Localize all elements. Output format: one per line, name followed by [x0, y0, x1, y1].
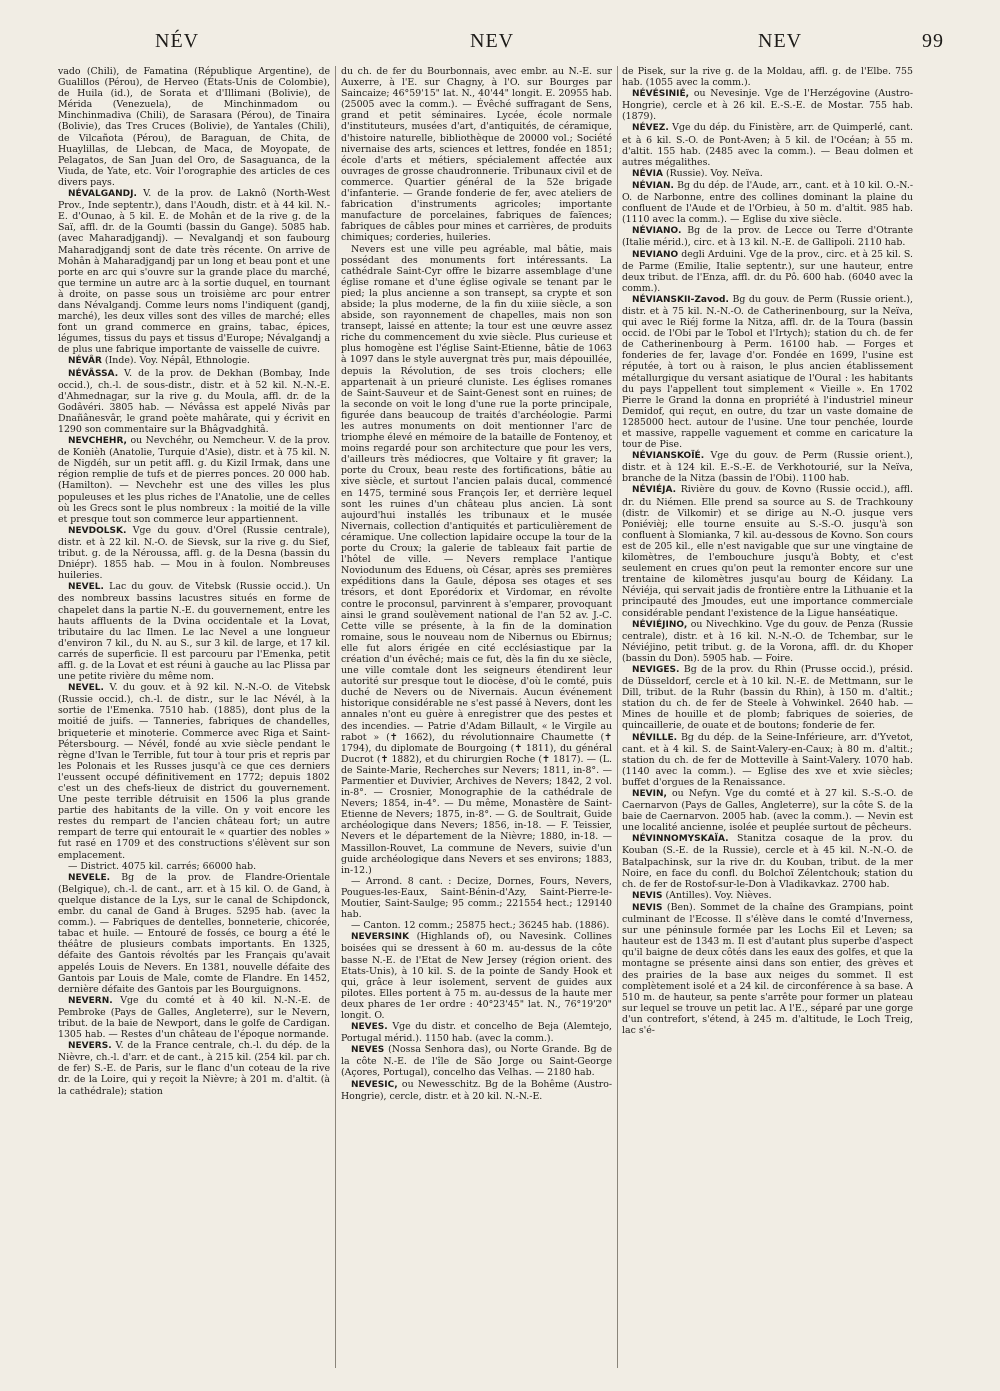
dictionary-entry: [622, 732, 913, 788]
entry-headword: NÉVIANSKOÏÉ.: [632, 451, 705, 462]
entry-text: du ch. de fer du Bourbonnais, avec embr. au N.-E. sur Auxerre, à l'E. sur Chagny, à l'O. sur Bourges par Saincaize; 46°59'15" lat. N., 40'44" longit. E. 20955 hab. (25005 avec la comm.). — Évêché suffragant de Sens, grand et petit séminaires. Lycée, école normale d'instituteurs, musées d'art, d'antiquités, de céramique, d'histoire naturelle, bibliothèque de 20000 vol.; Société nivernaise des arts, sciences et lettres, fondée en 1851; école d'arts et métiers, spécialement affectée aux ouvrages de grosse chaudronnerie. Tribunaux civil et de commerce. Quartier général de la 52e brigade d'infanterie. — Grande fonderie de fer, avec ateliers de fabrication d'instruments agricoles; importante manufacture de porcelaines, fabriques de faïences; fabriques de câbles pour mines et carrières, de produits chimiques; corderies, huileries.: [341, 66, 612, 244]
entry-headword: NEVIS: [632, 890, 663, 901]
entry-headword: NEVEL.: [68, 683, 104, 694]
dictionary-entry: [58, 188, 330, 355]
entry-headword: NEVIS: [632, 902, 663, 913]
running-head-middle: NEV: [470, 30, 515, 52]
dictionary-entry: [58, 368, 330, 436]
entry-text: — District. 4075 kil. carrés; 66000 hab.: [68, 860, 257, 872]
entry-text: Bg de la prov. du Rhin (Prusse occid.), présid. de Düsseldorf, cercle et à 10 kil. N.-E. de Mettmann, sur le Dill, tribut. de la Ruhr (bassin du Rhin), à 150 m. d'altit.; station du ch. de fer de Steele à Vohwinkel. 2640 hab. — Mines de houille et de plomb; fabriques de soieries, de quincaillerie, de ouate et de boutons; fonderie de fer.: [622, 663, 913, 732]
entry-text: (Antilles). Voy. Nièves.: [665, 889, 772, 901]
entry-headword: NEVDOLSK.: [68, 525, 127, 536]
dictionary-entry: [58, 1040, 330, 1096]
dictionary-entry: [622, 890, 913, 902]
entry-text: ou Nivechkino. Vge du gouv. de Penza (Russie centrale), distr. et à 16 kil. N.-N.-O. de Tchembar, sur le Néviéjino, petit tribut. g. de la Vorona, affl. dr. du Khoper (bassin du Don). 5905 hab. — Foire.: [622, 618, 913, 664]
entry-text: degli Arduini. Vge de la prov., circ. et à 25 kil. S. de Parme (Emilie, Italie septentr.), sur une hauteur, entre deux tribut. de l'Enza, affl. dr. du Pô. 600 hab. (6040 avec la comm.).: [622, 248, 913, 294]
entry-text: ou Nevchéhr, ou Nemcheur. V. de la prov. de Konièh (Anatolie, Turquie d'Asie), distr. et à 75 kil. N. de Nigdéh, sur un petit affl. g. du Kizil Irmak, dans une région remplie de tufs et de pierres ponces. 20 000 hab. (Hamilton). — Nevchehr est une des villes les plus populeuses et les plus riches de l'Anatolie, une de celles où les Grecs sont le plus nombreux : la moitié de la ville et presque tout son commerce leur appartiennent.: [58, 435, 330, 525]
entry-headword: NÉVIAN.: [632, 180, 674, 191]
dictionary-entry: [622, 249, 913, 294]
dictionary-entry: [341, 1021, 612, 1044]
page-header: [0, 30, 1000, 60]
dictionary-entry: [622, 168, 913, 180]
page-number: 99: [922, 30, 944, 52]
entry-paragraph: [341, 876, 612, 920]
entry-headword: NÉVILLE.: [632, 732, 678, 743]
dictionary-entry: [622, 902, 913, 1036]
entry-headword: NÉVIÉJA.: [632, 485, 677, 496]
text-column-left: [58, 66, 330, 1376]
dictionary-entry: [622, 122, 913, 167]
entry-paragraph: [58, 66, 330, 188]
dictionary-entry: [58, 525, 330, 581]
dictionary-entry: [622, 484, 913, 618]
entry-text: Vge du gouv. de Perm (Russie orient.), distr. et à 124 kil. E.-S.-E. de Verkhotourié, sur la Neïva, branche de la Nitza (bassin de l'Obi). 1100 hab.: [622, 450, 913, 485]
dictionary-entry: [622, 664, 913, 732]
entry-paragraph: [58, 861, 330, 872]
entry-text: de Pisek, sur la rive g. de la Moldau, affl. g. de l'Elbe. 755 hab. (1055 avec la comm.).: [622, 66, 913, 89]
entry-headword: NÉVIA: [632, 168, 663, 179]
entry-text: (Ben). Sommet de la chaîne des Grampians, point culminant de l'Ecosse. Il s'élève dans le comté d'Inverness, sur une péninsule formée par les Lochs Eil et Leven; sa hauteur est de 1343 m. Il est d'autant plus superbe d'aspect qu'il baigne de deux côtés dans les eaux des golfes, et que la montagne se présente ainsi dans son entier, des grèves et des prairies de la base aux neiges du sommet. Il est complètement isolé et a 24 kil. de circonférence à sa base. A 510 m. de hauteur, sa pente s'arrête pour former un plateau sur lequel se trouve un petit lac. A l'E., séparé par une gorge d'un contrefort, s'étend, à 245 m. d'altitude, le Loch Treig, lac s'é-: [622, 901, 913, 1036]
dictionary-entry: [622, 294, 913, 450]
entry-headword: NEVERN.: [68, 995, 113, 1006]
dictionary-entry: [622, 619, 913, 664]
entry-headword: NEVIN,: [632, 789, 667, 799]
dictionary-entry: [341, 931, 612, 1021]
entry-headword: NÉVÂR: [68, 356, 102, 367]
entry-headword: NÉVALGANDJ.: [68, 189, 137, 200]
entry-text: Bg du gouv. de Perm (Russie orient.), distr. et à 75 kil. N.-N.-O. de Catherinenbourg, sur la Neïva, qui avec le Riéj forme la Nitza, affl. dr. de la Toura (bassin occid. de l'Obi par le Tobol et l'Irtych); station du ch. de fer de Catherinenbourg à Perm. 16100 hab. — Forges et fonderies de fer, lavage d'or. Fondée en 1699, l'usine est réputée, à tort ou à raison, le plus ancien établissement métallurgique du versant asiatique de l'Oural : les habitants du pays l'appellent tout simplement « Vieille ». En 1702 Pierre le Grand la donna en propriété à l'industriel mineur Demidof, qui reçut, en outre, du tzar un vaste domaine de 1285000 hect. autour de l'usine. Une tour penchée, lourde et massive, rappelle vaguement et comme en caricature la tour de Pise.: [622, 293, 913, 451]
entry-text: V. de la prov. de Dekhan (Bombay, Inde occid.), ch.-l. de sous-distr., distr. et à 52 kil. N.-N.-E. d'Ahmednagar, sur la rive g. du Moula, affl. dr. de la Godâvéri. 3805 hab. — Névâssa est appelé Nivâs par Dnañânesvâr, le grand poète mahârate, qui y écrivit en 1290 son commentaire sur la Bhâgvadghitâ.: [58, 367, 330, 435]
entry-headword: NÉVIANO.: [632, 226, 682, 237]
entry-text: Bg du dép. de l'Aude, arr., cant. et à 10 kil. O.-N.-O. de Narbonne, entre des collines dominant la plaine du confluent de l'Aude et de l'Orbieu, à 50 m. d'altit. 985 hab. (1110 avec la comm.). — Eglise du xive siècle.: [622, 179, 913, 226]
entry-headword: NEVES: [351, 1045, 385, 1056]
entry-headword: NÉVIANSKII-Zavod.: [632, 294, 729, 305]
dictionary-entry: [58, 581, 330, 682]
dictionary-entry: [341, 1079, 612, 1102]
dictionary-entry: [622, 833, 913, 889]
entry-text: Nevers est une ville peu agréable, mal bâtie, mais possédant des monuments fort intéressants. La cathédrale Saint-Cyr offre le bizarre assemblage d'une église romane et d'une église ogivale se tenant par le pied; la plus ancienne a son transept, sa crypte et son abside; la plus moderne, de la fin du xiiie siècle, a son abside, son rayonnement de chapelles, mais non son transept, laissé en attente; la tour est une œuvre assez riche du commencement du xvie siècle. Plus curieuse et plus homogène est l'église Saint-Etienne, bâtie de 1063 à 1097 dans le style auvergnat très pur, mais dépouillée, depuis la Révolution, de ses trois clochers; elle appartenait à un prieuré cluniste. Les églises romanes de Saint-Sauveur et de Saint-Genest sont en ruines; de la seconde on voit le long d'une rue la porte principale, figurée dans beaucoup de traités d'archéologie. Parmi les autres monuments on doit mentionner l'arc de triomphe élevé en mémoire de la bataille de Fontenoy, et moins regardé pour son architecture que pour les vers, d'ailleurs très médiocres, que Voltaire y fit graver; la porte du Croux, beau reste des fortifications, bâtie au xive siècle, et surtout l'ancien palais ducal, commencé en 1475, terminé sous François Ier, et derrière lequel sont les ruines d'un château plus ancien. Là sont aujourd'hui installés les tribunaux et le musée Nivernais, collection d'antiquités et particulièrement de céramique. Une collection lapidaire occupe la tour de la porte du Croux; la galerie de tableaux fait partie de l'hôtel de ville. — Nevers remplace l'antique Noviodunum des Eduens, où César, après ses premières expéditions dans la Gaule, déposa ses otages et ses trésors, et dont Eporédorix et Virdomar, en révolte contre le proconsul, parvinrent à s'emparer, provoquant ainsi le grand soulèvement national de l'an 52 av. J.-C. Cette ville se présente, à la fin de la domination romaine, sous le nouveau nom de Nibernus ou Ebirnus; elle fut alors érigée en cité ecclésiastique par la création d'un évêché; mais ce fut, dès la fin du xe siècle, une ville comtale dont les seigneurs étendirent leur autorité sur presque tout le diocèse, d'où le comté, puis duché de Nevers ou de Nivernais. Aucun événement historique considérable ne s'est passé à Nevers, dont les annales n'ont eu guère à enregistrer que des pestes et des incendies. — Patrie d'Adam Billault, « le Virgile au rabot » (✝ 1662), du révolutionnaire Chaumette (✝ 1794), du diplomate de Bourgoing (✝ 1811), du général Ducrot (✝ 1882), et du chirurgien Roche (✝ 1817). — (L. de Sainte-Marie, Recherches sur Nevers; 1811, in-8°. — Parmentier et Duvivier, Archives de Nevers; 1842, 2 vol. in-8°. — Crosnier, Monographie de la cathédrale de Nevers; 1854, in-4°. — Du même, Monastère de Saint-Etienne de Nevers; 1875, in-8°. — G. de Soultrait, Guide archéologique dans Nevers; 1856, in-18. — F. Teissier, Nevers et le département de la Nièvre; 1880, in-18. — Massillon-Rouvet, La commune de Nevers, suivie d'un guide archéologique dans Nevers et ses environs; 1883, in-12.): [341, 243, 612, 876]
dictionary-entry: [622, 180, 913, 225]
dictionary-entry: [58, 872, 330, 995]
entry-headword: NÉVÉSINIÉ,: [632, 89, 690, 100]
entry-text: — Arrond. 8 cant. : Decize, Dornes, Fours, Nevers, Pougues-les-Eaux, Saint-Bénin-d'Azy, Saint-Pierre-le-Moutier, Saint-Saulge; 95 comm.; 221554 hect.; 129140 hab.: [341, 875, 612, 921]
dictionary-entry: [622, 88, 913, 122]
dictionary-entry: [622, 788, 913, 833]
entry-text: (Inde). Voy. Népâl, Ethnologie.: [104, 355, 250, 367]
running-head-left: NÉV: [155, 30, 200, 52]
entry-headword: NEVIGES.: [632, 664, 680, 675]
entry-text: V. de la France centrale, ch.-l. du dép. de la Nièvre, ch.-l. d'arr. et de cant., à 215 kil. (254 kil. par ch. de fer) S.-E. de Paris, sur le flanc d'un coteau de la rive dr. de la Loire, qui y reçoit la Nièvre; à 201 m. d'altit. (à la cathédrale); station: [58, 1040, 330, 1097]
dictionary-entry: [58, 995, 330, 1040]
entry-text: V. du gouv. et à 92 kil. N.-N.-O. de Vitebsk (Russie occid.), ch.-l. de distr., sur le lac Névél, à la sortie de l'Emenka. 7510 hab. (1885), dont plus de la moitié de juifs. — Tanneries, fabriques de chandelles, briqueterie et minoterie. Commerce avec Riga et Saint-Pétersbourg. — Névél, fondé au xvie siècle pendant le règne d'Ivan le Terrible, fut tour à tour pris et repris par les Polonais et les Russes jusqu'à ce que ces derniers l'eussent occupé définitivement en 1772; depuis 1802 c'est un des chefs-lieux de district du gouvernement. Une peste terrible détruisit en 1506 la plus grande partie des habitants de la ville. On y voit encore les restes du rempart de l'ancien château fort; un autre rempart de terre qui entourait le « quartier des nobles » fut rasé en 1709 et des constructions s'élèvent sur son emplacement.: [58, 682, 330, 861]
entry-paragraph: [341, 920, 612, 931]
entry-headword: NÉVEZ.: [632, 123, 669, 134]
entry-paragraph: [341, 244, 612, 876]
entry-text: Vge du comté et à 40 kil. N.-N.-E. de Pembroke (Pays de Galles, Angleterre), sur le Nevern, tribut. de la baie de Newport, dans le golfe de Cardigan. 1305 hab. — Restes d'un château de l'époque normande.: [58, 994, 330, 1041]
dictionary-entry: [58, 435, 330, 525]
dictionary-entry: [622, 225, 913, 248]
entry-headword: NEVES.: [351, 1022, 388, 1033]
entry-text: (Nossa Senhora das), ou Norte Grande. Bg de la côte N.-E. de l'île de São Jorge ou Saint-George (Açores, Portugal), concelho das Velhas. — 2180 hab.: [341, 1044, 612, 1079]
entry-headword: NÉVIÉJINO,: [632, 619, 688, 630]
entry-headword: NEVERSINK: [351, 932, 410, 943]
entry-text: Rivière du gouv. de Kovno (Russie occid.), affl. dr. du Niémen. Elle prend sa source au S. de Trachkouny (distr. de Vilkomir) et se dirige au N.-O. jusque vers Poniévièj; elle tourne ensuite au S.-S.-O. jusqu'à son confluent à Slomianka, 7 kil. au-dessous de Kovno. Son cours est de 205 kil., elle n'est navigable que sur une vingtaine de kilomètres, de l'embouchure jusqu'à Bobty, et c'est seulement en crues qu'on peut la remonter encore sur une trentaine de kilomètres jusqu'au bourg de Kéidany. La Néviéja, qui servait jadis de frontière entre la Lithuanie et la principauté des Jmoudes, eut une importance commerciale considérable pendant l'existence de la Ligue hanséatique.: [622, 484, 913, 619]
entry-text: Bg de la prov. de Lecce ou Terre d'Otrante (Italie mérid.), circ. et à 13 kil. N.-E. de Gallipoli. 2110 hab.: [622, 225, 913, 249]
entry-text: Bg de la prov. de Flandre-Orientale (Belgique), ch.-l. de cant., arr. et à 15 kil. O. de Gand, à quelque distance de la Lys, sur le canal de Schipdonck, embr. du canal de Gand à Bruges. 5295 hab. (avec la comm.). — Fabriques de dentelles, bonneterie, chicorée, tabac et huile. — Entouré de fossés, ce bourg a été le théâtre de plusieurs combats importants. En 1325, défaite des Gantois révoltés par les Français qu'avait appelés Louis de Nevers. En 1381, nouvelle défaite des Gantois par Louis de Male, comte de Flandre. En 1452, dernière défaite des Gantois par les Bourguignons.: [58, 871, 330, 995]
entry-text: ou Newesschitz. Bg de la Bohême (Austro-Hongrie), cercle, distr. et à 20 kil. N.-N.-E.: [341, 1078, 612, 1102]
entry-headword: NEVCHEHR,: [68, 436, 127, 447]
column-divider: [335, 66, 336, 1368]
entry-text: ou Nefyn. Vge du comté et à 27 kil. S.-S.-O. de Caernarvon (Pays de Galles, Angleterre), sur la côte S. de la baie de Caernarvon. 2005 hab. (avec la comm.). — Nevin est une localité ancienne, isolée et peuplée surtout de pêcheurs.: [622, 788, 913, 834]
entry-text: Bg du dép. de la Seine-Inférieure, arr. d'Yvetot, cant. et à 4 kil. S. de Saint-Valery-en-Caux; à 80 m. d'altit.; station du ch. de fer de Motteville à Saint-Valery. 1070 hab. (1140 avec la comm.). — Eglise des xve et xvie siècles; buffet d'orgues de la Renaissance.: [622, 731, 913, 788]
entry-text: Vge du gouv. d'Orel (Russie centrale), distr. et à 22 kil. N.-O. de Sievsk, sur la rive g. du Sief, tribut. g. de la Néroussa, affl. g. de la Desna (bassin du Dniépr). 1855 hab. — Mou in à foulon. Nombreuses huileries.: [58, 524, 330, 582]
entry-headword: NÉVINNOMYSKAÏA.: [632, 834, 729, 845]
dictionary-entry: [58, 682, 330, 861]
entry-text: ou Nevesinje. Vge de l'Herzégovine (Austro-Hongrie), cercle et à 26 kil. E.-S.-E. de Mostar. 755 hab. (1879).: [622, 88, 913, 123]
entry-text: Lac du gouv. de Vitebsk (Russie occid.). Un des nombreux bassins lacustres situés en forme de chapelet dans la partie N.-E. du gouvernement, entre les hauts affluents de la Dvina occidentale et la Lovat, tributaire du lac Ilmen. Le lac Nevel a une longueur d'environ 7 kil., du N. au S., sur 3 kil. de large, et 17 kil. carrés de superficie. Il est parcouru par l'Emenka, petit affl. g. de la Lovat et est réuni à gauche au lac Plissa par une petite rivière du même nom.: [58, 581, 330, 683]
entry-text: (Highlands of), ou Navesink. Collines boisées qui se dressent à 60 m. au-dessus de la côte basse N.-E. de l'Etat de New Jersey (région orient. des Etats-Unis), à 10 kil. S. de la pointe de Sandy Hook et qui, grâce à leur isolement, servent de guides aux pilotes. Elles portent à 75 m. au-dessus de la haute mer deux phares de 1er ordre : 40°23'45" lat. N., 76°19'20" longit. O.: [341, 931, 612, 1021]
entry-paragraph: [341, 66, 612, 244]
text-column-right: [622, 66, 913, 1376]
dictionary-entry: [58, 355, 330, 367]
entry-text: (Russie). Voy. Neïva.: [665, 167, 763, 179]
entry-paragraph: [622, 66, 913, 88]
text-column-middle: [341, 66, 612, 1376]
entry-text: Stanitza cosaque de la prov. du Kouban (S.-E. de la Russie), cercle et à 45 kil. N.-N.-O. de Batalpachinsk, sur la rive dr. du Kouban, tribut. de la mer Noire, en face du confl. du Bolchoï Zélentchouk; station du ch. de fer de Rostof-sur-le-Don à Vladikavkaz. 2700 hab.: [622, 833, 913, 890]
dictionary-entry: [622, 450, 913, 484]
entry-headword: NEVERS.: [68, 1041, 112, 1052]
entry-text: vado (Chili), de Famatina (République Argentine), de Gualillos (Pérou), de Herveo (États-Unis de Colombie), de Huila (id.), de Sorata et d'Illimani (Bolivie), de Mérida (Venezuela), de Minchinmadom ou Minchinmadiva (Chili), de Sarasara (Pérou), de Tinaira (Bolivie), das Tres Cruces (Bolivie), de Yantales (Chili), de Vilcañota (Pérou), de Baraguan, de Chita, de Huaylillas, de Llebcan, de Maca, de Moyopate, de Pelagatos, de San Juan del Oro, de Sasaguanca, de la Viuda, de Yate, etc. Voir l'orographie des articles de ces divers pays.: [58, 66, 330, 188]
entry-text: V. de la prov. de Laknô (North-West Prov., Inde septentr.), dans l'Aoudh, distr. et à 44 kil. N.-E. d'Ounao, à 5 kil. E. de Mohân et de la rive g. de la Saï, affl. dr. de la Goumti (bassin du Gange). 5085 hab. (avec Maharadjgandj). — Nevalgandj et son faubourg Maharadjgandj sont de date très récente. On arrive de Mohân à Maharadjgandj par un long et beau pont et une porte en arc qui s'ouvre sur la grande place du marché, que termine un autre arc à la sortie duquel, en tournant à droite, on passe sous un troisième arc pour entrer dans Névalgandj. Comme leurs noms l'indiquent (gandj, marché), les deux villes sont des villes de marché; elles font un grand commerce en grains, tabac, épices, légumes, tissus du pays et tissus d'Europe; Névalgandj a de plus une fabrique importante de vaisselle de cuivre.: [58, 188, 330, 356]
entry-headword: NEVELE.: [68, 872, 111, 883]
column-divider: [617, 66, 618, 1368]
entry-headword: NEVESIC,: [351, 1079, 398, 1090]
dictionary-entry: [341, 1044, 612, 1078]
entry-text: — Canton. 12 comm.; 25875 hect.; 36245 hab. (1886).: [351, 920, 610, 932]
entry-text: Vge du dép. du Finistère, arr. de Quimperlé, cant. et à 6 kil. S.-O. de Pont-Aven; à 5 kil. de l'Océan; à 55 m. d'altit. 155 hab. (2485 avec la comm.). — Beau dolmen et autres mégalithes.: [622, 122, 913, 168]
entry-headword: NÉVÂSSA.: [68, 368, 119, 379]
entry-text: Vge du distr. et concelho de Beja (Alemtejo, Portugal mérid.). 1150 hab. (avec la comm.).: [341, 1021, 612, 1045]
entry-headword: NEVEL.: [68, 582, 104, 593]
running-head-right: NEV: [758, 30, 803, 52]
entry-headword: NEVIANO: [632, 249, 679, 260]
